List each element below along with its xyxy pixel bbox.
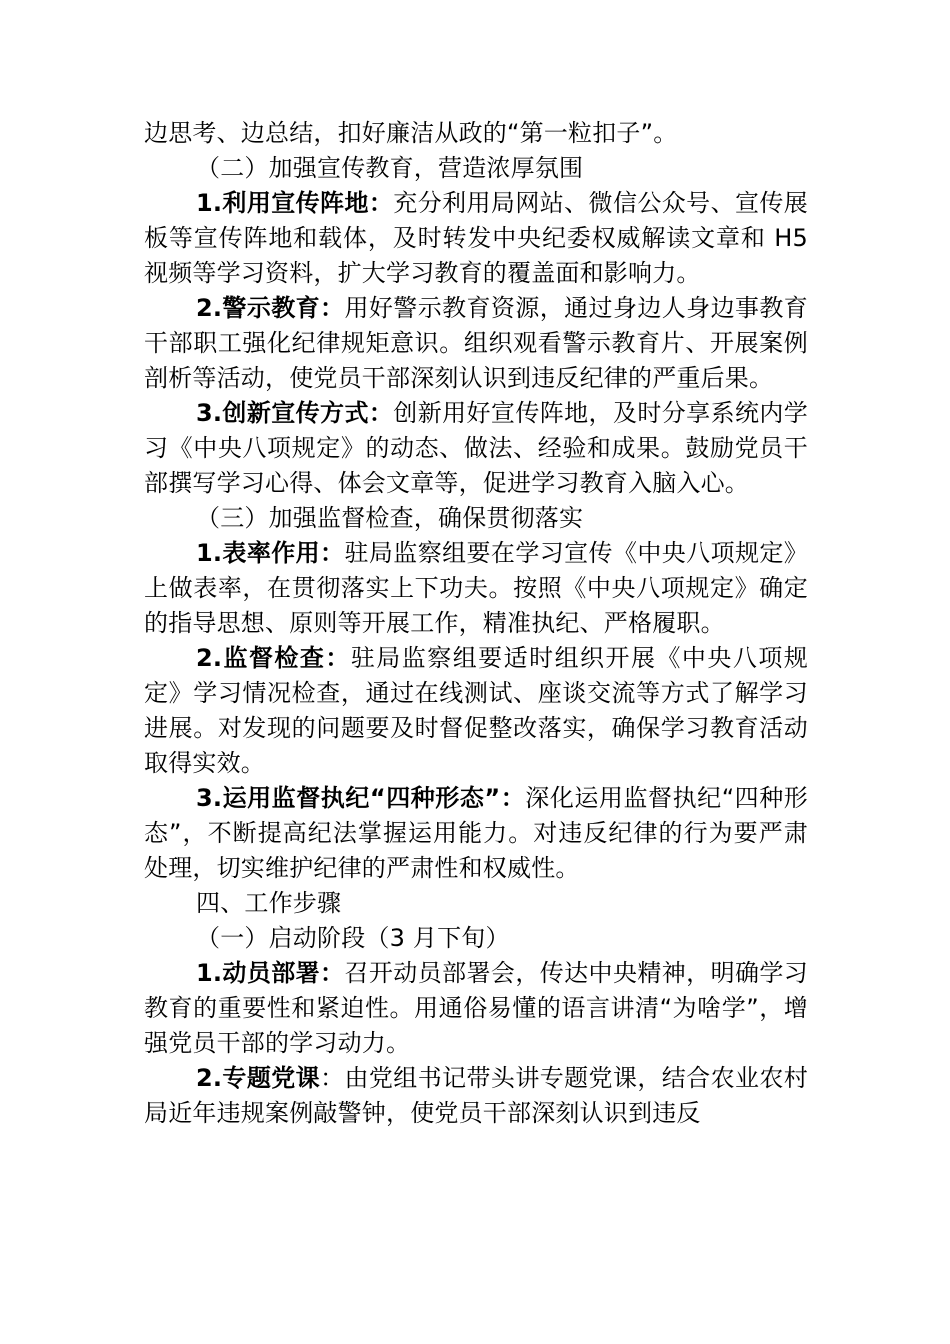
paragraph-lead: 3.创新宣传方式： [196, 399, 394, 427]
paragraph-text: ：由党组书记带头讲专题党课，结合农业农村局近年违规案例敲警钟，使党员干部深刻认识到违反 [144, 1064, 808, 1127]
paragraph-four-forms [144, 781, 808, 886]
paragraph-lead: 2.警示教育： [196, 294, 345, 322]
paragraph-text: 深化运用监督执纪“四种形态”，不断提高纪法掌握运用能力。对违反纪律的行为要严肃处理，切实维护纪律的严肃性和权威性。 [144, 784, 808, 882]
paragraph-text: 边思考、边总结，扣好廉洁从政的“第一粒扣子”。 [144, 119, 678, 147]
section-heading-launch-phase [144, 921, 808, 956]
paragraph-lead: 2.监督检查： [196, 644, 351, 672]
paragraph-propaganda-positions [144, 186, 808, 291]
paragraph-text: 召开动员部署会，传达中央精神，明确学习教育的重要性和紧迫性。用通俗易懂的语言讲清“为啥学”，增强党员干部的学习动力。 [144, 959, 808, 1057]
paragraph-supervision-inspection [144, 641, 808, 781]
paragraph-lead: 1.表率作用： [196, 539, 345, 567]
paragraph-lead: 3.运用监督执纪“四种形态”： [196, 784, 526, 812]
section-heading-supervision [144, 501, 808, 536]
document-body [144, 116, 808, 1131]
heading-text: （一）启动阶段（3 月下旬） [196, 924, 510, 952]
paragraph-party-lecture [144, 1061, 808, 1131]
heading-text: （二）加强宣传教育，营造浓厚氛围 [196, 154, 584, 182]
paragraph-continuation [144, 116, 808, 151]
section-heading-propaganda [144, 151, 808, 186]
paragraph-lead: 1.利用宣传阵地： [196, 189, 394, 217]
paragraph-exemplary-role [144, 536, 808, 641]
heading-text: （三）加强监督检查，确保贯彻落实 [196, 504, 584, 532]
paragraph-mobilization [144, 956, 808, 1061]
paragraph-lead: 1.动员部署： [196, 959, 345, 987]
paragraph-warning-education [144, 291, 808, 396]
paragraph-innovative-propaganda [144, 396, 808, 501]
heading-text: 四、工作步骤 [196, 889, 342, 917]
paragraph-text: 充分利用局网站、微信公众号、宣传展板等宣传阵地和载体，及时转发中央纪委权威解读文章和 H5 视频等学习资料，扩大学习教育的覆盖面和影响力。 [144, 189, 808, 287]
paragraph-text: 驻局监察组要在学习宣传《中央八项规定》上做表率，在贯彻落实上下功夫。按照《中央八项规定》确定的指导思想、原则等开展工作，精准执纪、严格履职。 [144, 539, 808, 637]
paragraph-text: 用好警示教育资源，通过身边人身边事教育干部职工强化纪律规矩意识。组织观看警示教育片、开展案例剖析等活动，使党员干部深刻认识到违反纪律的严重后果。 [144, 294, 808, 392]
paragraph-lead: 2.专题党课 [196, 1064, 321, 1092]
paragraph-text: 驻局监察组要适时组织开展《中央八项规定》学习情况检查，通过在线测试、座谈交流等方式了解学习进展。对发现的问题要及时督促整改落实，确保学习教育活动取得实效。 [144, 644, 808, 777]
paragraph-text: 创新用好宣传阵地，及时分享系统内学习《中央八项规定》的动态、做法、经验和成果。鼓励党员干部撰写学习心得、体会文章等，促进学习教育入脑入心。 [144, 399, 808, 497]
section-heading-work-steps [144, 886, 808, 921]
